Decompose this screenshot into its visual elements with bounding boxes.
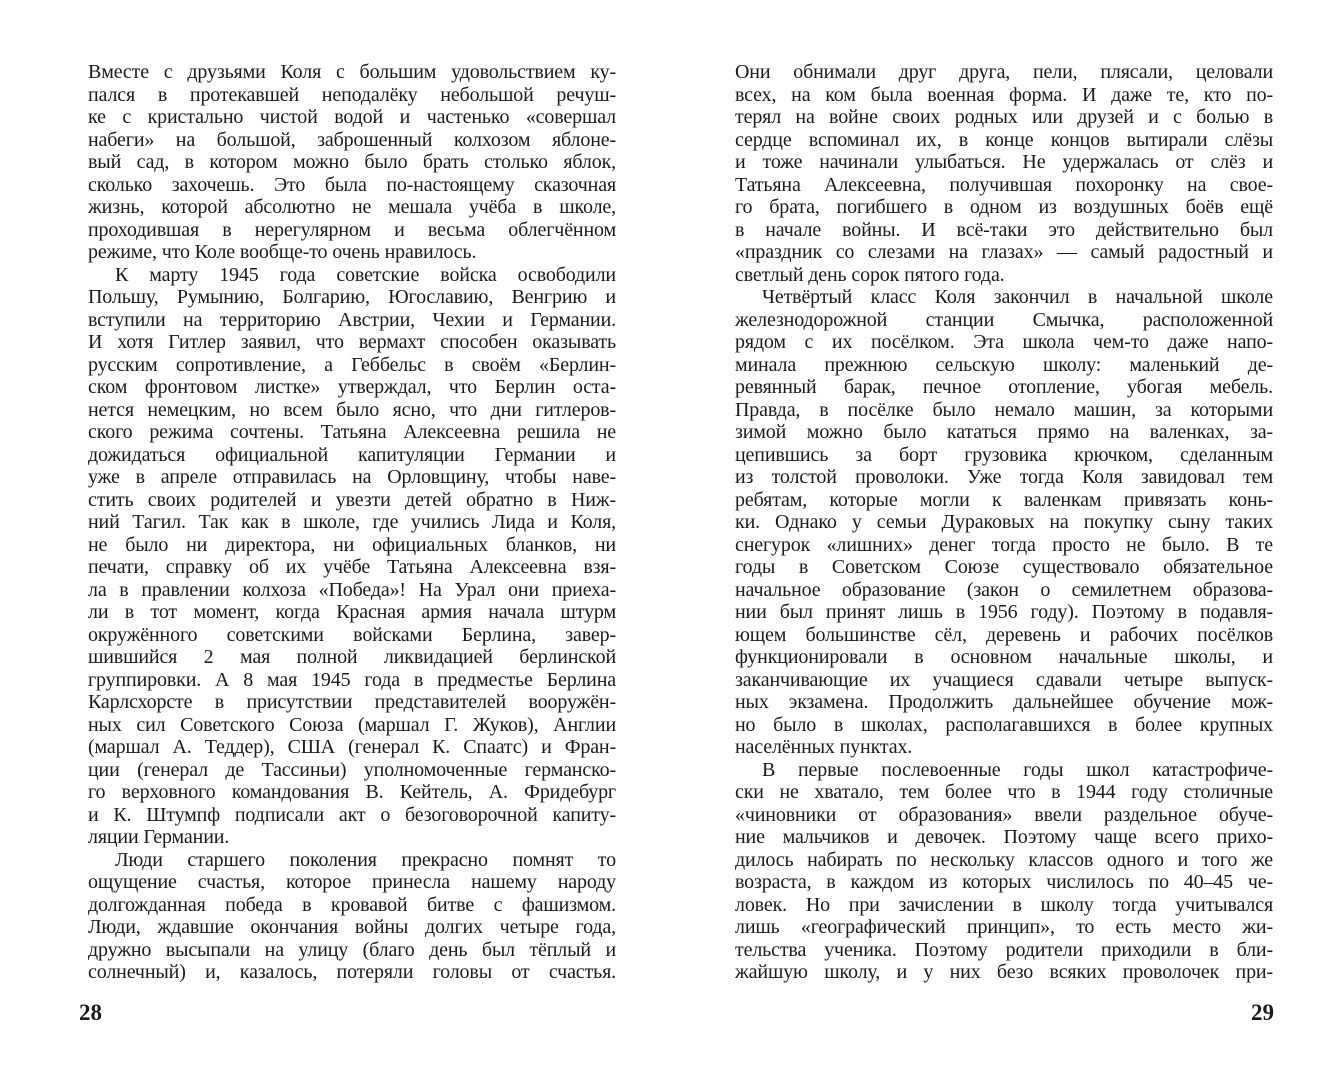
text-line: И хотя Гитлер заявил, что вермахт способен оказывать (88, 331, 616, 353)
text-line: светлый день сорок пятого года. (735, 263, 1005, 286)
text-line: и тоже начинали улыбаться. Не удержалась от слёз и (735, 151, 1273, 173)
text-line: ского режима сочтены. Татьяна Алексеевна решила не (88, 421, 616, 443)
text-line: ние мальчиков и девочек. Поэтому чаще всего прихо- (735, 826, 1273, 848)
text-line: но было в школах, располагавшихся в более крупных (735, 713, 1273, 736)
text-line: из толстой проволоки. Уже тогда Коля завидовал тем (735, 466, 1273, 488)
text-line: Люди, ждавшие окончания войны долгих четыре года, (88, 916, 616, 938)
text-line: ревянный барак, печное отопление, убогая мебель. (735, 376, 1273, 398)
text-line: нется немецким, но всем было ясно, что дни гитлеров- (88, 398, 616, 421)
text-line: ляции Германии. (88, 826, 230, 848)
text-line: лишь «географический принцип», то есть место жи- (735, 916, 1273, 938)
text-line: заканчивающие их учащиеся сдавали четыре выпуск- (735, 668, 1273, 691)
text-line: пался в протекавшей неподалёку небольшой речуш- (88, 83, 616, 106)
text-line: ла в правлении колхоза «Победа»! На Урал они приеха- (88, 578, 616, 601)
text-line: и К. Штумпф подписали акт о безоговорочной капиту- (88, 803, 616, 826)
text-line: ловек. Но при зачислении в школу тогда учитывался (735, 893, 1273, 916)
text-line: ний Тагил. Так как в школе, где учились Лида и Коля, (88, 511, 616, 533)
right-page-text (735, 61, 1273, 984)
text-line: в начале войны. И всё-таки это действительно был (735, 218, 1273, 241)
text-line: ющем большинстве сёл, деревень и рабочих посёлков (735, 623, 1273, 646)
text-line: шившийся 2 мая полной ликвидацией берлинской (88, 646, 616, 668)
text-line: печати, справку об их учёбе Татьяна Алексеевна взя- (88, 556, 616, 578)
text-line: функционировали в основном начальные школы, и (735, 646, 1273, 668)
text-line: рядом с их посёлком. Эта школа чем-то даже напо- (735, 331, 1273, 353)
text-line: Люди старшего поколения прекрасно помнят то (115, 848, 616, 871)
text-line: стить своих родителей и увезти детей обратно в Ниж- (88, 488, 616, 511)
text-line: окружённого советскими войсками Берлина, завер- (88, 623, 616, 646)
text-line: ки. Однако у семьи Дураковых на покупку сыну таких (735, 511, 1273, 533)
text-line: жизнь, которой абсолютно не мешала учёба в школе, (88, 196, 616, 218)
text-line: ском фронтовом листке» утверждал, что Берлин оста- (88, 376, 616, 398)
text-line: ски не хватало, тем более что в 1944 году столичные (735, 781, 1273, 803)
text-line: ощущение счастья, которое принесла нашему народу (88, 871, 616, 893)
text-line: всех, на ком была военная форма. И даже те, кто по- (735, 83, 1273, 106)
text-line: населённых пунктах. (735, 736, 913, 758)
text-line: проходившая в нерегулярном и весьма облегчённом (88, 218, 616, 241)
text-line: возраста, в каждом из которых числилось по 40–45 че- (735, 871, 1273, 893)
text-line: тельства ученика. Поэтому родители приходили в бли- (735, 938, 1273, 961)
text-line: годы в Советском Союзе существовало обязательное (735, 556, 1273, 578)
text-line: В первые послевоенные годы школ катастрофиче- (762, 758, 1273, 781)
page-number-left: 28 (79, 1000, 102, 1025)
text-line: Татьяна Алексеевна, получившая похоронку на свое- (735, 173, 1273, 196)
text-line: начальное образование (закон о семилетнем образова- (735, 578, 1273, 601)
text-line: ных сил Советского Союза (маршал Г. Жуков), Англии (88, 713, 616, 736)
text-line: Карлсхорсте в присутствии представителей вооружён- (88, 691, 616, 713)
text-line: снегурок «лишних» денег тогда просто не было. В те (735, 533, 1273, 556)
text-line: долгожданная победа в кровавой битве с фашизмом. (88, 893, 616, 916)
text-line: сердце вспоминал их, в конце концов вытирали слёзы (735, 128, 1273, 151)
text-line: Польшу, Румынию, Болгарию, Югославию, Венгрию и (88, 286, 616, 308)
text-line: Они обнимали друг друга, пели, плясали, целовали (735, 61, 1273, 83)
text-line: ке с кристально чистой водой и частенько «совершал (88, 106, 616, 128)
text-line: дожидаться официальной капитуляции Германии и (88, 443, 616, 466)
text-line: не было ни директора, ни официальных бланков, ни (88, 533, 616, 556)
text-line: го верховного командования В. Кейтель, А. Фридебург (88, 781, 616, 803)
text-line: дилось набирать по нескольку классов одного и того же (735, 848, 1273, 871)
text-line: ции (генерал де Тассиньи) уполномоченные германско- (88, 758, 616, 781)
text-line: русским сопротивление, а Геббельс в своём «Берлин- (88, 353, 616, 376)
text-line: солнечный) и, казалось, потеряли головы от счастья. (88, 961, 616, 983)
text-line: минала прежнюю сельскую школу: маленький де- (735, 353, 1273, 376)
text-line: дружно высыпали на улицу (благо день был тёплый и (88, 938, 616, 961)
text-line: (маршал А. Теддер), США (генерал К. Спаатс) и Фран- (88, 736, 616, 758)
page-number-right: 29 (1251, 1000, 1274, 1025)
text-line: «чиновники от образования» ввели раздельное обуче- (735, 803, 1273, 826)
text-line: Вместе с друзьями Коля с большим удовольствием ку- (88, 61, 616, 83)
text-line: железнодорожной станции Смычка, расположенной (735, 308, 1273, 331)
text-line: терял на войне своих родных или друзей и с болью в (735, 106, 1273, 128)
text-line: сколько захочешь. Это была по-настоящему сказочная (88, 173, 616, 196)
text-line: ребятам, которые могли к валенкам привязать конь- (735, 488, 1273, 511)
text-line: вступили на территорию Австрии, Чехии и Германии. (88, 308, 616, 331)
text-line: Четвёртый класс Коля закончил в начальной школе (762, 286, 1273, 308)
text-line: группировки. А 8 мая 1945 года в предместье Берлина (88, 668, 616, 691)
text-line: цепившись за борт грузовика крючком, сделанным (735, 443, 1273, 466)
text-line: Правда, в посёлке было немало машин, за которыми (735, 398, 1273, 421)
text-line: ных экзамена. Продолжить дальнейшее обучение мож- (735, 691, 1273, 713)
text-line: ли в тот момент, когда Красная армия начала штурм (88, 601, 616, 623)
text-line: зимой можно было кататься прямо на валенках, за- (735, 421, 1273, 443)
text-line: набеги» на большой, заброшенный колхозом яблоне- (88, 128, 616, 151)
text-line: вый сад, в котором можно было брать столько яблок, (88, 151, 616, 173)
text-line: го брата, погибшего в одном из воздушных боёв ещё (735, 196, 1273, 218)
text-line: уже в апреле отправилась на Орловщину, чтобы наве- (88, 466, 616, 488)
left-page-text (88, 61, 616, 984)
text-line: К марту 1945 года советские войска освободили (115, 263, 616, 286)
text-line: нии был принят лишь в 1956 году). Поэтому в подавля- (735, 601, 1273, 623)
text-line: «праздник со слезами на глазах» — самый радостный и (735, 241, 1273, 263)
text-line: жайшую школу, и у них безо всяких проволочек при- (735, 961, 1273, 983)
text-line: режиме, что Коле вообще-то очень нравилось. (88, 241, 477, 263)
